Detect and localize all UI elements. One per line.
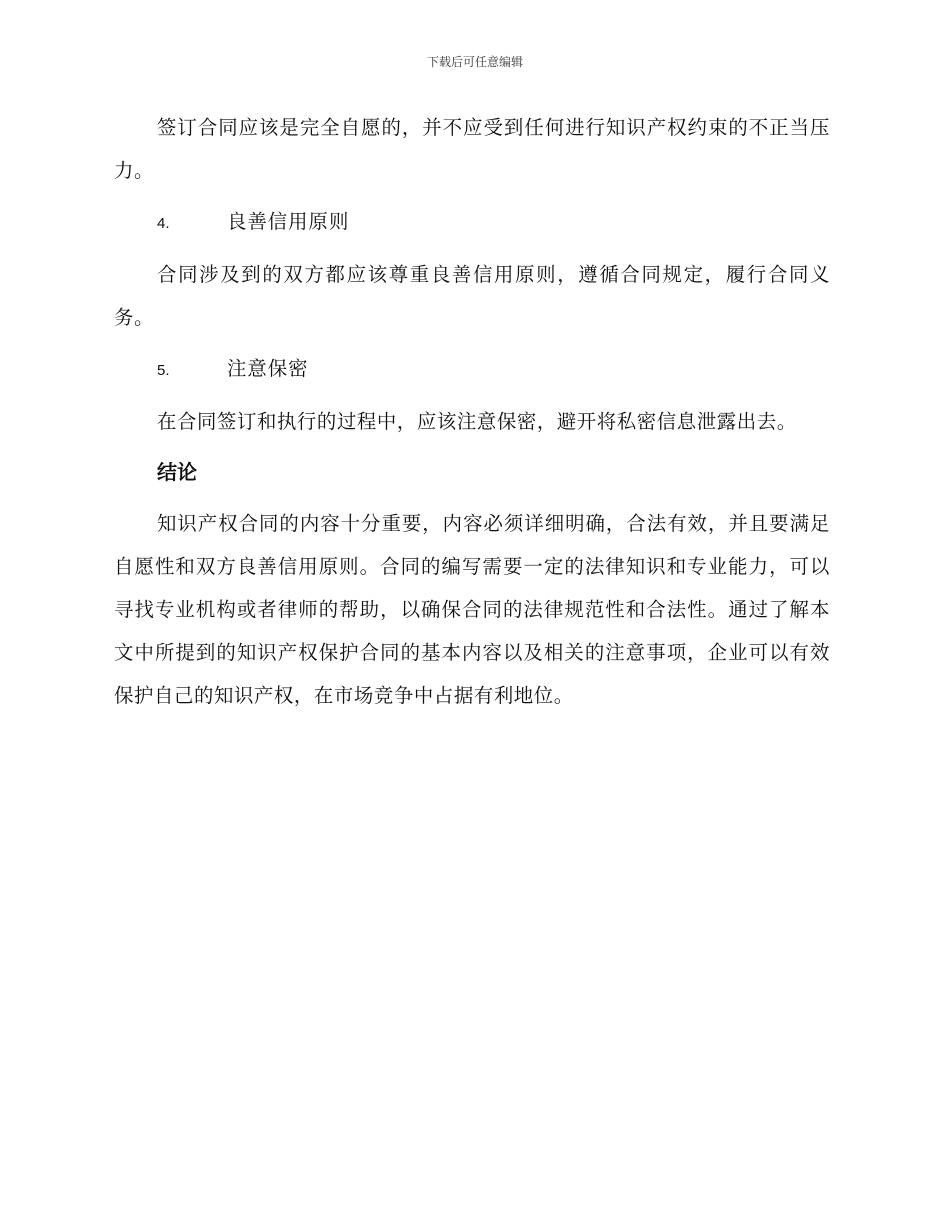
paragraph-confidentiality: 在合同签订和执行的过程中，应该注意保密，避开将私密信息泄露出去。 — [157, 410, 797, 433]
list-item-5 — [114, 347, 830, 392]
document-body — [114, 106, 830, 725]
paragraph-voluntary: 签订合同应该是完全自愿的，并不应受到任何进行知识产权约束的不正当压力。 — [114, 116, 830, 182]
list-number: 5. — [157, 362, 170, 379]
list-number: 4. — [157, 215, 170, 232]
list-item-4 — [114, 200, 830, 245]
conclusion-heading: 结论 — [157, 460, 197, 484]
paragraph-conclusion: 知识产权合同的内容十分重要，内容必须详细明确，合法有效，并且要满足自愿性和双方良善信用原则。合同的编写需要一定的法律知识和专业能力，可以寻找专业机构或者律师的帮助，以确保合同的法律规范性和合法性。通过了解本文中所提到的知识产权保护合同的基本内容以及相关的注意事项，企业可以有效保护自己的知识产权，在市场竞争中占据有利地位。 — [114, 512, 830, 707]
list-label: 良善信用原则 — [227, 210, 350, 233]
page-header: 下载后可任意编辑 — [426, 55, 523, 69]
paragraph-good-faith: 合同涉及到的双方都应该尊重良善信用原则，遵循合同规定，履行合同义务。 — [114, 263, 830, 329]
list-label: 注意保密 — [227, 357, 309, 380]
